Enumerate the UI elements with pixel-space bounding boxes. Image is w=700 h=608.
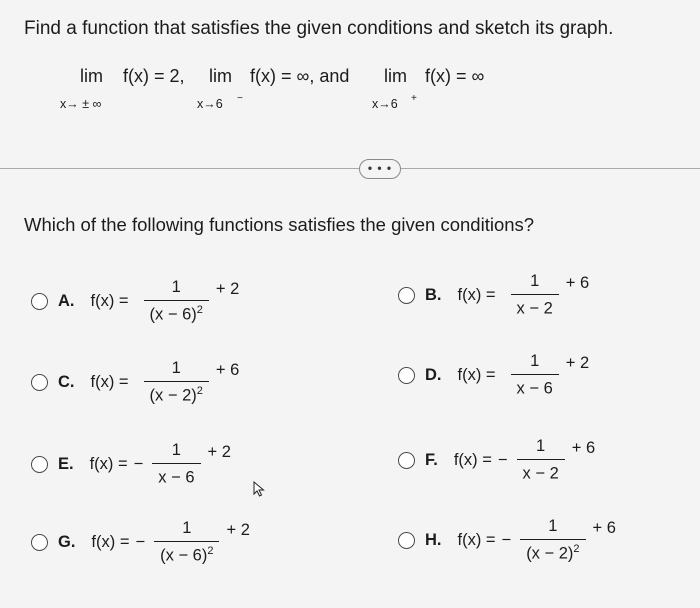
function-lhs: f(x) =: [453, 450, 492, 469]
constant-term: + 6: [215, 360, 240, 379]
fraction: [154, 519, 219, 566]
option-letter: E.: [58, 454, 74, 473]
constant-term: + 6: [565, 273, 590, 292]
fraction: [517, 437, 565, 484]
constant-term: + 6: [571, 438, 596, 457]
option-letter: A.: [58, 291, 75, 310]
function-lhs: f(x) =: [91, 532, 130, 551]
option-letter: C.: [58, 372, 75, 391]
negative-sign: −: [497, 450, 508, 469]
limit-2-expression: f(x) = ∞, and: [250, 66, 350, 86]
constant-term: + 2: [207, 442, 231, 461]
section-divider: [0, 168, 700, 169]
option-f[interactable]: [398, 437, 595, 484]
denominator: x − 2: [511, 294, 559, 319]
constant-term: + 2: [215, 279, 240, 298]
negative-sign: −: [501, 530, 512, 549]
option-b[interactable]: [398, 272, 589, 319]
denominator: $(x - 6)^2$: [144, 300, 209, 325]
option-letter: G.: [58, 532, 76, 551]
numerator: 1: [171, 441, 181, 459]
limit-2-subscript: x→6: [197, 97, 223, 111]
numerator: 1: [548, 517, 558, 535]
radio-c[interactable]: [31, 374, 48, 391]
fraction: [152, 441, 200, 488]
mouse-pointer-icon: [253, 481, 265, 497]
limit-1-label: lim: [80, 66, 103, 86]
function-lhs: f(x) =: [457, 530, 496, 549]
limit-1-subscript: x→ ± ∞: [60, 97, 102, 111]
function-lhs: f(x) =: [457, 365, 496, 384]
limit-2-label: lim: [209, 66, 232, 86]
radio-d[interactable]: [398, 367, 415, 384]
numerator: 1: [171, 359, 181, 377]
function-lhs: f(x) =: [89, 454, 128, 473]
constant-term: + 6: [592, 518, 616, 537]
option-c[interactable]: [31, 359, 239, 406]
numerator: 1: [182, 519, 192, 537]
constant-term: + 2: [565, 353, 590, 372]
numerator: 1: [171, 278, 181, 296]
limit-2-superscript: −: [237, 93, 243, 104]
limit-3-expression: f(x) = ∞: [425, 66, 485, 86]
denominator: x − 6: [152, 463, 200, 488]
radio-b[interactable]: [398, 287, 415, 304]
radio-a[interactable]: [31, 293, 48, 310]
denominator: x − 6: [511, 374, 559, 399]
numerator: 1: [530, 352, 540, 370]
fraction: [144, 278, 209, 325]
option-g[interactable]: [31, 519, 250, 566]
denominator: $(x - 2)^2$: [144, 381, 209, 406]
limit-1-expression: f(x) = 2,: [123, 66, 185, 86]
fraction: [511, 272, 559, 319]
option-a[interactable]: [31, 278, 239, 325]
limit-3-subscript: x→6: [372, 97, 398, 111]
function-lhs: f(x) =: [457, 285, 496, 304]
radio-h[interactable]: [398, 532, 415, 549]
radio-f[interactable]: [398, 452, 415, 469]
negative-sign: −: [135, 532, 146, 551]
option-d[interactable]: [398, 352, 589, 399]
option-letter: B.: [425, 285, 442, 304]
denominator: $(x - 2)^2$: [520, 539, 585, 564]
option-h[interactable]: [398, 517, 616, 564]
option-e[interactable]: [31, 441, 231, 488]
show-more-button[interactable]: • • •: [359, 159, 401, 179]
fraction: [144, 359, 209, 406]
denominator: $(x - 6)^2$: [154, 541, 219, 566]
fraction: [520, 517, 585, 564]
constant-term: + 2: [226, 520, 250, 539]
problem-prompt: Find a function that satisfies the given conditions and sketch its graph.: [24, 18, 614, 39]
option-letter: D.: [425, 365, 442, 384]
function-lhs: f(x) =: [90, 372, 129, 391]
limit-3-label: lim: [384, 66, 407, 86]
radio-e[interactable]: [31, 456, 48, 473]
radio-g[interactable]: [31, 534, 48, 551]
denominator: x − 2: [517, 459, 565, 484]
numerator: 1: [530, 272, 540, 290]
negative-sign: −: [133, 454, 144, 473]
numerator: 1: [536, 437, 546, 455]
question-text: Which of the following functions satisfies the given conditions?: [24, 214, 535, 235]
limit-3-superscript: +: [411, 93, 417, 104]
option-letter: F.: [425, 450, 438, 469]
fraction: [511, 352, 559, 399]
function-lhs: f(x) =: [90, 291, 129, 310]
option-letter: H.: [425, 530, 442, 549]
